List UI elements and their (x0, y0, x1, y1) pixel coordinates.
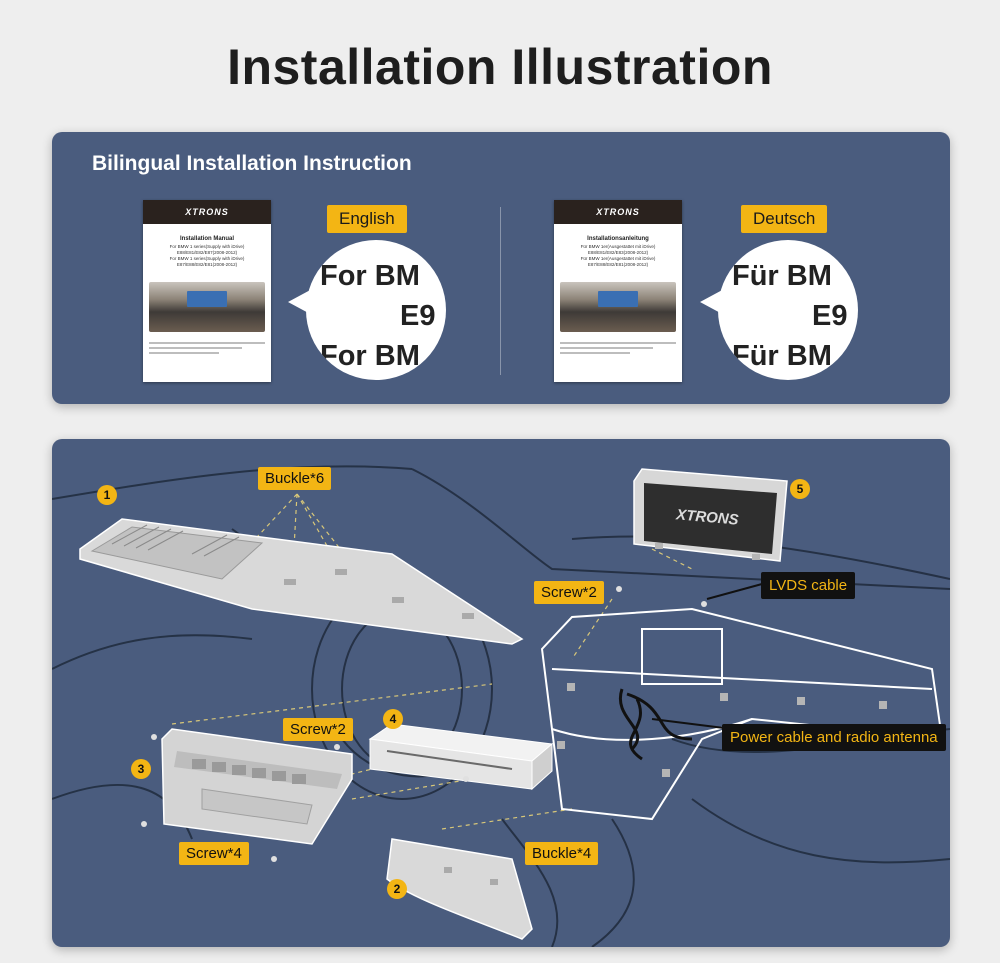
german-manual-thumbnail (554, 200, 682, 382)
bubble-zoom-text (732, 256, 858, 376)
manual-subtitle-1: Für BMW 1er(Ausgestattet mit iDrive) (580, 244, 656, 249)
zoom-line-3: For BM (320, 340, 420, 372)
zoom-line-1: For BM (320, 260, 420, 292)
dashboard-exploded-diagram (52, 439, 950, 947)
dashboard-frame (542, 609, 942, 819)
manual-subtitle-4: E87/E88/E82/E81(2008-2012) (587, 262, 649, 267)
air-vent-trim-panel (80, 519, 522, 644)
manual-subtitle-1: For BMW 1 series(Supply with iDrive) (169, 244, 245, 249)
lower-trim-piece (387, 839, 532, 939)
screw2-top-label: Screw*2 (534, 581, 604, 604)
manual-brand: XTRONS (554, 200, 682, 224)
manual-subtitle-2: E88/E81/E82/E87(2008-2012) (176, 250, 238, 255)
bubble-circle (306, 240, 446, 380)
bilingual-instruction-panel (52, 132, 950, 404)
buckle6-label: Buckle*6 (258, 467, 331, 490)
english-zoom-bubble (288, 240, 458, 380)
english-manual-thumbnail (143, 200, 271, 382)
lvds-cable-label: LVDS cable (761, 572, 855, 599)
climate-control-panel (162, 729, 352, 844)
english-badge: English (327, 205, 407, 233)
installation-diagram-panel (52, 439, 950, 947)
part-number-5: 5 (790, 479, 810, 499)
manual-dashboard-photo (149, 282, 265, 332)
bubble-circle (718, 240, 858, 380)
manual-subtitle-4: E87/E88/E82/E81(2008-2012) (176, 262, 238, 267)
manual-title: Installationsanleitung (587, 236, 649, 242)
panel-divider (500, 207, 501, 375)
manual-brand: XTRONS (143, 200, 271, 224)
german-zoom-bubble (700, 240, 870, 380)
part-number-1: 1 (97, 485, 117, 505)
panel-heading: Bilingual Installation Instruction (92, 152, 412, 175)
zoom-line-2: E9 (400, 300, 436, 332)
head-unit-screen (634, 469, 787, 561)
cd-drive-unit (370, 724, 552, 789)
bubble-zoom-text (320, 256, 446, 376)
screw2-mid-label: Screw*2 (283, 718, 353, 741)
manual-subtitle-3: For BMW 1 series(Supply with iDrive) (169, 256, 245, 261)
part-number-4: 4 (383, 709, 403, 729)
page-title: Installation Illustration (227, 39, 773, 95)
power-cable-label: Power cable and radio antenna (722, 724, 946, 751)
manual-title: Installation Manual (179, 236, 234, 242)
zoom-line-2: E9 (812, 300, 848, 332)
zoom-line-3: Für BM (732, 340, 832, 372)
manual-subtitle-2: E88/E81/E82/E83(2008-2012) (587, 250, 649, 255)
manual-text-lines (149, 342, 265, 354)
manual-dashboard-photo (560, 282, 676, 332)
wiring-harness (620, 689, 692, 759)
screen-brand: XTRONS (675, 506, 740, 529)
manual-subtitle-3: Für BMW 1er(Ausgestattet mit iDrive) (580, 256, 656, 261)
screw4-label: Screw*4 (179, 842, 249, 865)
buckle4-label: Buckle*4 (525, 842, 598, 865)
part-number-3: 3 (131, 759, 151, 779)
german-badge: Deutsch (741, 205, 827, 233)
lvds-pointer (707, 584, 762, 599)
zoom-line-1: Für BM (732, 260, 832, 292)
manual-text-lines (560, 342, 676, 354)
part-number-2: 2 (387, 879, 407, 899)
